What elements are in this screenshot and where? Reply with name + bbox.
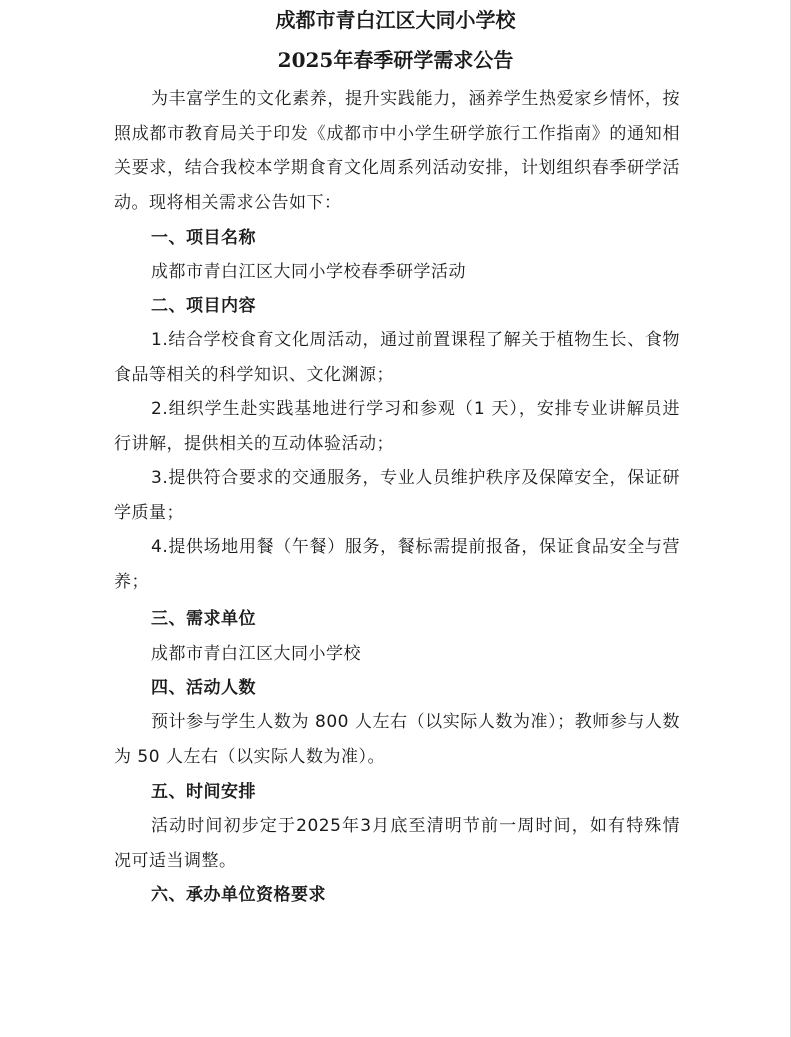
section-heading-schedule: 五、时间安排 <box>151 782 256 802</box>
section-heading-qualifications: 六、承办单位资格要求 <box>151 885 326 905</box>
schedule-text: 活动时间初步定于2025年3月底至清明节前一周时间，如有特殊情况可适当调整。 <box>114 816 680 871</box>
content-item-1: 1.结合学校食育文化周活动，通过前置课程了解关于植物生长、食物食品等相关的科学知识、文化渊源； <box>114 330 680 385</box>
section-heading-project-content: 二、项目内容 <box>151 296 256 316</box>
content-item-3: 3.提供符合要求的交通服务，专业人员维护秩序及保障安全，保证研学质量； <box>114 468 680 523</box>
participants-text: 预计参与学生人数为 800 人左右（以实际人数为准）；教师参与人数为 50 人左右（以实际人数为准）。 <box>114 712 680 767</box>
content-item-4: 4.提供场地用餐（午餐）服务，餐标需提前报备，保证食品安全与营养； <box>114 537 680 592</box>
section-heading-demand-unit: 三、需求单位 <box>151 609 256 629</box>
section-heading-participants: 四、活动人数 <box>151 678 256 698</box>
content-item-2: 2.组织学生赴实践基地进行学习和参观（1 天），安排专业讲解员进行讲解，提供相关的互动体验活动； <box>114 399 680 454</box>
project-name-text: 成都市青白江区大同小学校春季研学活动 <box>151 262 466 282</box>
demand-unit-text: 成都市青白江区大同小学校 <box>151 644 361 664</box>
intro-paragraph: 为丰富学生的文化素养，提升实践能力，涵养学生热爱家乡情怀，按照成都市教育局关于印发《成都市中小学生研学旅行工作指南》的通知相关要求，结合我校本学期食育文化周系列活动安排，计划组织春季研学活动。现将相关需求公告如下： <box>114 89 680 213</box>
section-heading-project-name: 一、项目名称 <box>151 228 256 248</box>
document-subtitle: 2025年春季研学需求公告 <box>277 48 514 72</box>
document-title: 成都市青白江区大同小学校 <box>275 8 516 32</box>
